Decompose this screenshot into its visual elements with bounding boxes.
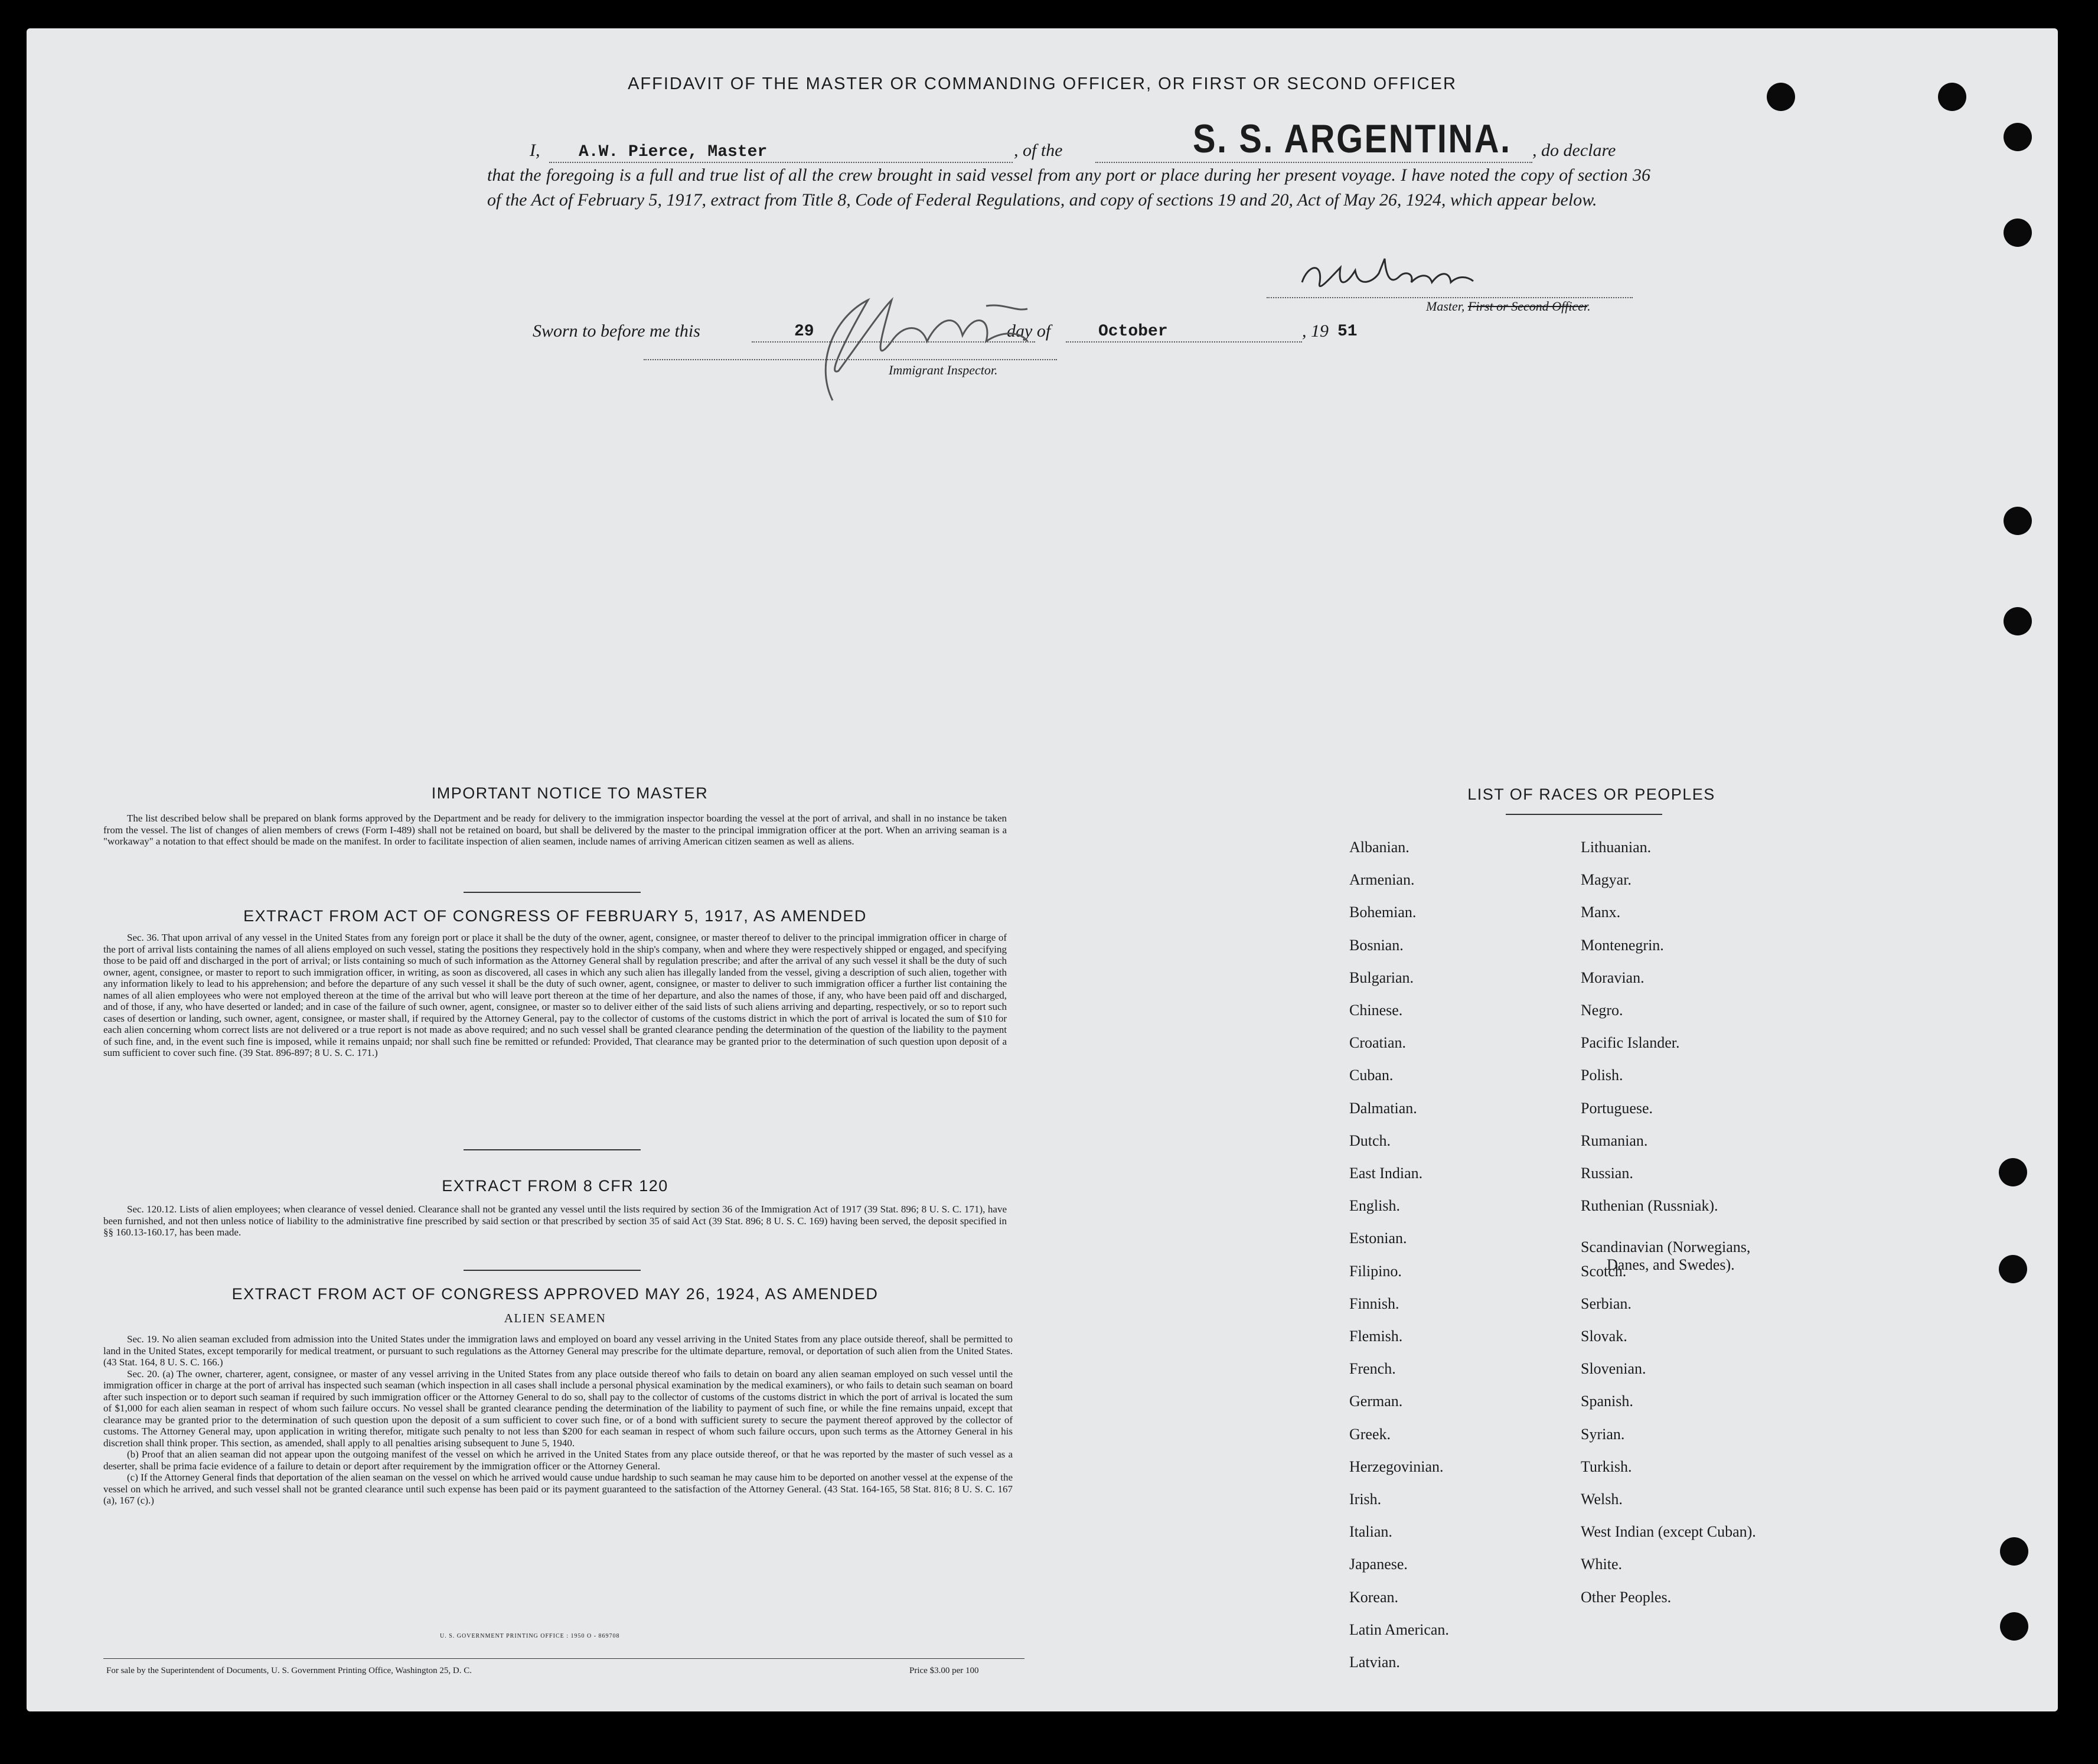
punch-hole bbox=[2000, 1612, 2028, 1641]
declaration-text: that the foregoing is a full and true list of all the crew brought in said vessel from any port or place during her present voyage. I have noted the copy of section 36 of the Act of February 5, 1917, extract from Title 8, Code of Federal Regulations, and copy of sections 19 and 20, Act of May 26, 1924, which appear below. bbox=[487, 165, 1650, 210]
alien-seamen-subtitle: ALIEN SEAMEN bbox=[504, 1311, 606, 1325]
race-item: Welsh. bbox=[1581, 1491, 1623, 1508]
affidavit-title: AFFIDAVIT OF THE MASTER OR COMMANDING OFFICER, OR FIRST OR SECOND OFFICER bbox=[628, 74, 1457, 93]
divider bbox=[464, 892, 641, 893]
race-item: Dutch. bbox=[1349, 1132, 1391, 1149]
race-item: English. bbox=[1349, 1197, 1400, 1215]
race-item: Polish. bbox=[1581, 1067, 1623, 1084]
race-item: Finnish. bbox=[1349, 1295, 1399, 1312]
inspector-signature-line bbox=[644, 359, 1057, 360]
vessel-name-field: S. S. ARGENTINA. bbox=[1193, 116, 1512, 161]
race-item: Latin American. bbox=[1349, 1620, 1449, 1638]
section-19-paragraph: Sec. 19. No alien seaman excluded from admission into the United States under the immigration laws and employed on board any vessel arriving in the United States from any place outside thereof, shall be permitted to land in the United States, except temporarily for medical treatment, or pursuant to such regulations as the Attorney General may prescribe for the ultimate departure, removal, or deportation of such alien from the United States. (43 Stat. 164, 8 U. S. C. 166.) bbox=[103, 1333, 1013, 1368]
race-item: Estonian. bbox=[1349, 1230, 1407, 1247]
race-item: Bosnian. bbox=[1349, 936, 1404, 954]
extract-1924-text bbox=[103, 1333, 1013, 1507]
officer-caption-master: Master, bbox=[1426, 299, 1465, 314]
race-item: Spanish. bbox=[1581, 1393, 1633, 1410]
inspector-caption: Immigrant Inspector. bbox=[889, 363, 998, 377]
punch-hole bbox=[2000, 1537, 2028, 1566]
extract-cfr-title: EXTRACT FROM 8 CFR 120 bbox=[442, 1177, 668, 1195]
officer-caption bbox=[1426, 299, 1591, 314]
race-item: Greek. bbox=[1349, 1425, 1391, 1443]
race-item: Scandinavian (Norwegians, bbox=[1581, 1238, 1751, 1256]
section-20c-paragraph: (c) If the Attorney General finds that deportation of the alien seaman on the vessel on which he arrived would cause undue hardship to such seaman he may cause him to be deported on another vessel at the expense of the vessel on which he arrived, and such vessel shall not be granted clearance until such expense has been paid or its payment guaranteed to the satisfaction of the Attorney General. (43 Stat. 164-165, 58 Stat. 816; 8 U. S. C. 167 (a), 167 (c).) bbox=[103, 1472, 1013, 1506]
race-item: East Indian. bbox=[1349, 1165, 1423, 1182]
race-item: Rumanian. bbox=[1581, 1132, 1648, 1149]
race-item: Bulgarian. bbox=[1349, 969, 1414, 986]
race-item: Magyar. bbox=[1581, 871, 1632, 889]
extract-1917-text bbox=[103, 932, 1007, 1059]
sworn-month-line bbox=[1066, 341, 1302, 343]
inspector-signature bbox=[779, 276, 1086, 406]
year-prefix-label: , 19 bbox=[1302, 321, 1329, 341]
notice-paragraph: The list described below shall be prepared on blank forms approved by the Department and be ready for delivery to the immigration inspector boarding the vessel at the port of arrival, and shall in no instance be taken from the vessel. The list of changes of alien members of crews (Form I-489) shall not be retained on board, but shall be delivered by the master to the principal immigration officer at the port. When an arriving seaman is a "workaway" a notation to that effect should be made on the manifest. In order to facilitate inspection of alien seamen, include names of arriving American citizen seamen as well as aliens. bbox=[103, 813, 1007, 847]
footer-sale-note: For sale by the Superintendent of Documents, U. S. Government Printing Office, Washington 25, D. C. bbox=[106, 1666, 472, 1675]
master-signature-line bbox=[1267, 297, 1633, 298]
race-item: Bohemian. bbox=[1349, 904, 1417, 921]
day-of-label: day of bbox=[1007, 321, 1051, 341]
affidavit-form-page bbox=[27, 28, 2058, 1711]
extract-cfr-text bbox=[103, 1204, 1007, 1238]
sworn-year-field: 51 bbox=[1337, 322, 1358, 341]
section-120-12-paragraph: Sec. 120.12. Lists of alien employees; when clearance of vessel denied. Clearance shall not be granted any vessel until the lists required by section 36 of the Immigration Act of 1917 (39 Stat. 896; 8 U. S. C. 171), have been furnished, and not then unless notice of liability to the administrative fine prescribed by said section or that prescribed by section 35 of said Act (39 Stat. 896; 8 U. S. C. 169) having been served, the deposit specified in §§ 160.13-160.17, has been made. bbox=[103, 1204, 1007, 1238]
divider bbox=[464, 1149, 641, 1150]
race-item: Pacific Islander. bbox=[1581, 1034, 1680, 1052]
race-item: Japanese. bbox=[1349, 1556, 1408, 1573]
printing-office-line: U. S. GOVERNMENT PRINTING OFFICE : 1950 O - 869708 bbox=[440, 1633, 620, 1639]
race-item: White. bbox=[1581, 1556, 1623, 1573]
race-item: Other Peoples. bbox=[1581, 1588, 1672, 1606]
race-item: Slovenian. bbox=[1581, 1360, 1646, 1378]
extract-1924-title: EXTRACT FROM ACT OF CONGRESS APPROVED MAY 26, 1924, AS AMENDED bbox=[231, 1285, 879, 1303]
race-item: Herzegovinian. bbox=[1349, 1457, 1444, 1475]
race-item: Cuban. bbox=[1349, 1067, 1394, 1084]
race-item: Moravian. bbox=[1581, 969, 1645, 986]
race-item: Filipino. bbox=[1349, 1262, 1402, 1280]
notice-text bbox=[103, 813, 1007, 847]
race-item: Russian. bbox=[1581, 1165, 1633, 1182]
race-item: Syrian. bbox=[1581, 1425, 1625, 1443]
race-item: Danes, and Swedes). bbox=[1607, 1256, 1735, 1274]
race-item: Manx. bbox=[1581, 904, 1621, 921]
punch-hole bbox=[2004, 123, 2032, 151]
punch-hole bbox=[1999, 1255, 2027, 1283]
race-item: Turkish. bbox=[1581, 1457, 1632, 1475]
officer-caption-struck: First or Second Officer bbox=[1467, 299, 1588, 314]
race-item: Italian. bbox=[1349, 1523, 1392, 1541]
race-item: Armenian. bbox=[1349, 871, 1415, 889]
race-item: Chinese. bbox=[1349, 1002, 1403, 1019]
races-title-rule bbox=[1506, 814, 1662, 815]
of-the-label: , of the bbox=[1014, 141, 1063, 160]
sworn-day-field: 29 bbox=[794, 322, 814, 341]
race-item: French. bbox=[1349, 1360, 1396, 1378]
races-title: LIST OF RACES OR PEOPLES bbox=[1467, 785, 1715, 803]
i-label: I, bbox=[530, 141, 540, 160]
race-item: Irish. bbox=[1349, 1491, 1382, 1508]
race-item: West Indian (except Cuban). bbox=[1581, 1523, 1756, 1541]
sworn-label: Sworn to before me this bbox=[533, 321, 700, 341]
officer-caption-end: . bbox=[1587, 299, 1591, 314]
divider bbox=[464, 1270, 641, 1271]
sworn-month-field: October bbox=[1098, 322, 1168, 341]
race-item: German. bbox=[1349, 1393, 1403, 1410]
race-item: Scotch. bbox=[1581, 1262, 1627, 1280]
extract-1917-title: EXTRACT FROM ACT OF CONGRESS OF FEBRUARY 5, 1917, AS AMENDED bbox=[243, 907, 867, 925]
notice-title: IMPORTANT NOTICE TO MASTER bbox=[431, 784, 709, 802]
master-name-field: A.W. Pierce, Master bbox=[579, 143, 768, 161]
race-item: Croatian. bbox=[1349, 1034, 1407, 1052]
race-item: Lithuanian. bbox=[1581, 839, 1652, 856]
race-item: Serbian. bbox=[1581, 1295, 1632, 1312]
section-20b-paragraph: (b) Proof that an alien seaman did not appear upon the outgoing manifest of the vessel on which he arrived in the United States from any place outside thereof, or that he was reported by the master of such vessel as a deserter, shall be prima facie evidence of a failure to detain or deport after requirement by the immigration officer or the Attorney General. bbox=[103, 1449, 1013, 1472]
master-signature bbox=[1296, 241, 1503, 306]
race-item: Albanian. bbox=[1349, 839, 1409, 856]
race-item: Slovak. bbox=[1581, 1328, 1627, 1345]
race-item: Montenegrin. bbox=[1581, 936, 1664, 954]
race-item: Dalmatian. bbox=[1349, 1099, 1417, 1117]
race-item: Negro. bbox=[1581, 1002, 1623, 1019]
race-item: Portuguese. bbox=[1581, 1099, 1653, 1117]
punch-hole bbox=[2004, 607, 2032, 635]
race-item: Flemish. bbox=[1349, 1328, 1403, 1345]
punch-hole bbox=[2004, 507, 2032, 535]
footer-rule bbox=[103, 1658, 1024, 1659]
race-item: Korean. bbox=[1349, 1588, 1399, 1606]
race-item: Ruthenian (Russniak). bbox=[1581, 1197, 1718, 1215]
section-36-paragraph: Sec. 36. That upon arrival of any vessel in the United States from any foreign port or place it shall be the duty of the owner, agent, consignee, or master thereof to deliver to the principal immigration officer in charge of the port of arrival lists containing the names of all aliens employed on such vessel, stating the positions they respectively hold in the ship's company, when and where they were respectively shipped or engaged, and specifying those to be paid off and discharged in the port of arrival; or lists containing so much of such information as the Attorney General shall by regulation prescribe; and after the arrival of any such vessel it shall be the duty of such owner, agent, consignee, or master to report to such immigration officer, in writing, as soon as discovered, all cases in which any such alien has illegally landed from the vessel, giving a description of such alien, together with any information likely to lead to his apprehension; and before the departure of any such vessel it shall be the duty of such owner, agent, consignee, or master to deliver to such immigration officer a further list containing the names of all alien employees who were not employed thereon at the time of the arrival but who will leave port thereon at the time of her departure, and also the names of those, if any, who have been paid off and discharged, and of those, if any, who have deserted or landed; and in case of the failure of such owner, agent, consignee, or master so to deliver either of the said lists of such aliens arriving and departing, respectively, or so to report such cases of desertion or landing, such owner, agent, consignee, or master shall, if required by the Attorney General, pay to the collector of customs of the customs district in which the port of arrival is located the sum of $10 for each alien concerning whom correct lists are not delivered or a true report is not made as above required; and no such vessel shall be granted clearance pending the determination of the question of the liability to the payment of such fine, and, in the event such fine is imposed, while it remains unpaid; nor shall such fine be remitted or refunded: Provided, That clearance may be granted prior to the determination of such question upon deposit of a sum sufficient to cover such fine. (39 Stat. 896-897; 8 U. S. C. 171.) bbox=[103, 932, 1007, 1058]
section-20a-paragraph: Sec. 20. (a) The owner, charterer, agent, consignee, or master of any vessel arriving in the United States from any place outside thereof who fails to detain on board any alien seaman employed on such vessel until the immigration officer in charge at the port of arrival has inspected such seaman (which inspection in all cases shall include a personal physical examination by the medical examiners), or who fails to detain such seaman on board after such inspection or to deport such seaman if required by such immigration officer or the Attorney General to do so, shall pay to the collector of customs of the customs district in which the port of arrival is located the sum of $1,000 for each alien seaman in respect of whom such failure occurs. No vessel shall be granted clearance pending the determination of the liability to payment of such fine, or while the fine remains unpaid, except that clearance may be granted prior to the determination of such question upon the deposit of a sum sufficient to cover such fine, or of a bond with sufficient surety to secure the payment thereof approved by the collector of customs. The Attorney General may, upon application in writing therefor, mitigate such penalty to not less than $200 for each seaman in respect of whom such failure occurs, upon such terms as the Attorney General in his discretion shall think proper. This section, as amended, shall apply to all penalties arising subsequent to June 5, 1940. bbox=[103, 1368, 1013, 1449]
footer-price: Price $3.00 per 100 bbox=[909, 1666, 979, 1675]
punch-hole bbox=[1999, 1158, 2027, 1186]
race-item: Latvian. bbox=[1349, 1654, 1400, 1671]
punch-hole bbox=[2004, 219, 2032, 247]
do-declare-label: , do declare bbox=[1532, 141, 1616, 160]
